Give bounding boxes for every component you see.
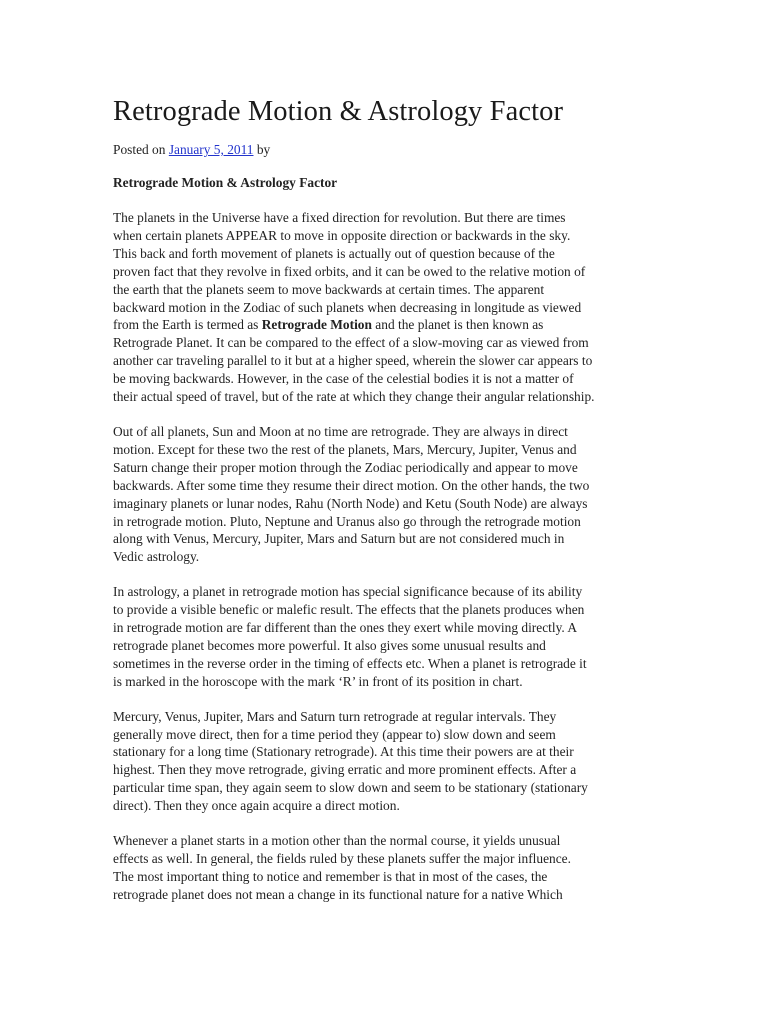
paragraph-line: be moving backwards. However, in the case of the celestial bodies it is not a matter of	[113, 371, 574, 387]
paragraph-line: Out of all planets, Sun and Moon at no time are retrograde. They are always in direct	[113, 423, 568, 439]
paragraph-line: direct). Then they once again acquire a direct motion.	[113, 798, 400, 814]
line-text: from the Earth is termed as	[113, 317, 262, 333]
paragraph-line: in retrograde motion. Pluto, Neptune and Uranus also go through the retrograde motion	[113, 513, 581, 529]
paragraph-line: generally move direct, then for a time period they (appear to) slow down and seem	[113, 726, 556, 742]
paragraph-3	[113, 583, 655, 690]
paragraph-line: motion. Except for these two the rest of the planets, Mars, Mercury, Jupiter, Venus and	[113, 441, 577, 457]
paragraph-line: imaginary planets or lunar nodes, Rahu (North Node) and Ketu (South Node) are always	[113, 495, 588, 511]
paragraph-line: retrograde planet does not mean a change in its functional nature for a native Which	[113, 886, 563, 902]
paragraph-line: effects as well. In general, the fields ruled by these planets suffer the major influence.	[113, 851, 571, 866]
paragraph-line-with-bold	[113, 316, 655, 334]
paragraph-line: backward motion in the Zodiac of such planets when decreasing in longitude as viewed	[113, 299, 582, 315]
paragraph-2	[113, 423, 655, 566]
paragraph-line: particular time span, they again seem to slow down and seem to be stationary (stationary	[113, 780, 588, 796]
paragraph-line: proven fact that they revolve in fixed orbits, and it can be owed to the relative motion of	[113, 263, 586, 279]
paragraph-line: is marked in the horoscope with the mark ‘R’ in front of its position in chart.	[113, 673, 523, 689]
paragraph-line: Mercury, Venus, Jupiter, Mars and Saturn turn retrograde at regular intervals. They	[113, 708, 557, 724]
paragraph-line: retrograde planet becomes more powerful. It also gives some unusual results and	[113, 637, 546, 653]
paragraph-4	[113, 708, 655, 815]
article-title: Retrograde Motion & Astrology Factor	[113, 96, 564, 127]
post-meta	[113, 141, 655, 159]
article-subheading: Retrograde Motion & Astrology Factor	[113, 175, 338, 190]
paragraph-line: In astrology, a planet in retrograde motion has special significance because of its ability	[113, 584, 583, 600]
line-text: and the planet is then known as	[371, 317, 544, 333]
paragraph-line: stationary for a long time (Stationary retrograde). At this time their powers are at their	[113, 744, 574, 760]
paragraph-line: This back and forth movement of planets is actually out of question because of the	[113, 245, 555, 261]
paragraph-line: when certain planets APPEAR to move in opposite direction or backwards in the sky.	[113, 227, 571, 243]
paragraph-line: sometimes in the reverse order in the timing of effects etc. When a planet is retrograde it	[113, 655, 587, 671]
retrograde-motion-term: Retrograde Motion	[261, 317, 372, 333]
paragraph-line: the earth that the planets seem to move backwards at certain times. The apparent	[113, 281, 545, 297]
paragraph-5	[113, 832, 655, 904]
paragraph-1	[113, 209, 655, 406]
posted-on-label: Posted on	[113, 142, 169, 157]
paragraph-line: highest. Then they move retrograde, giving erratic and more prominent effects. After a	[113, 762, 577, 778]
paragraph-line: their actual speed of travel, but of the rate at which they change their angular relationship.	[113, 389, 595, 405]
paragraph-line: another car traveling parallel to it but at a higher speed, wherein the slower car appears to	[113, 353, 593, 369]
paragraph-line: Whenever a planet starts in a motion other than the normal course, it yields unusual	[113, 833, 561, 849]
article-body	[113, 174, 655, 904]
paragraph-line: along with Venus, Mercury, Jupiter, Mars and Saturn but are not considered much in	[113, 531, 565, 547]
paragraph-line: to provide a visible benefic or malefic result. The effects that the planets produces when	[113, 602, 585, 618]
paragraph-line: backwards. After some time they resume their direct motion. On the other hands, the two	[113, 477, 590, 493]
paragraph-line: Saturn change their proper motion through the Zodiac periodically and appear to move	[113, 459, 578, 475]
byline-label: by	[253, 142, 271, 157]
paragraph-line: The planets in the Universe have a fixed direction for revolution. But there are times	[113, 210, 566, 225]
paragraph-line: The most important thing to notice and remember is that in most of the cases, the	[113, 868, 548, 884]
paragraph-line: Vedic astrology.	[113, 549, 200, 565]
post-date-link[interactable]: January 5, 2011	[168, 142, 254, 157]
paragraph-line: Retrograde Planet. It can be compared to the effect of a slow-moving car as viewed from	[113, 335, 589, 351]
paragraph-line: in retrograde motion are far different than the ones they exert while moving directly. A	[113, 620, 578, 636]
